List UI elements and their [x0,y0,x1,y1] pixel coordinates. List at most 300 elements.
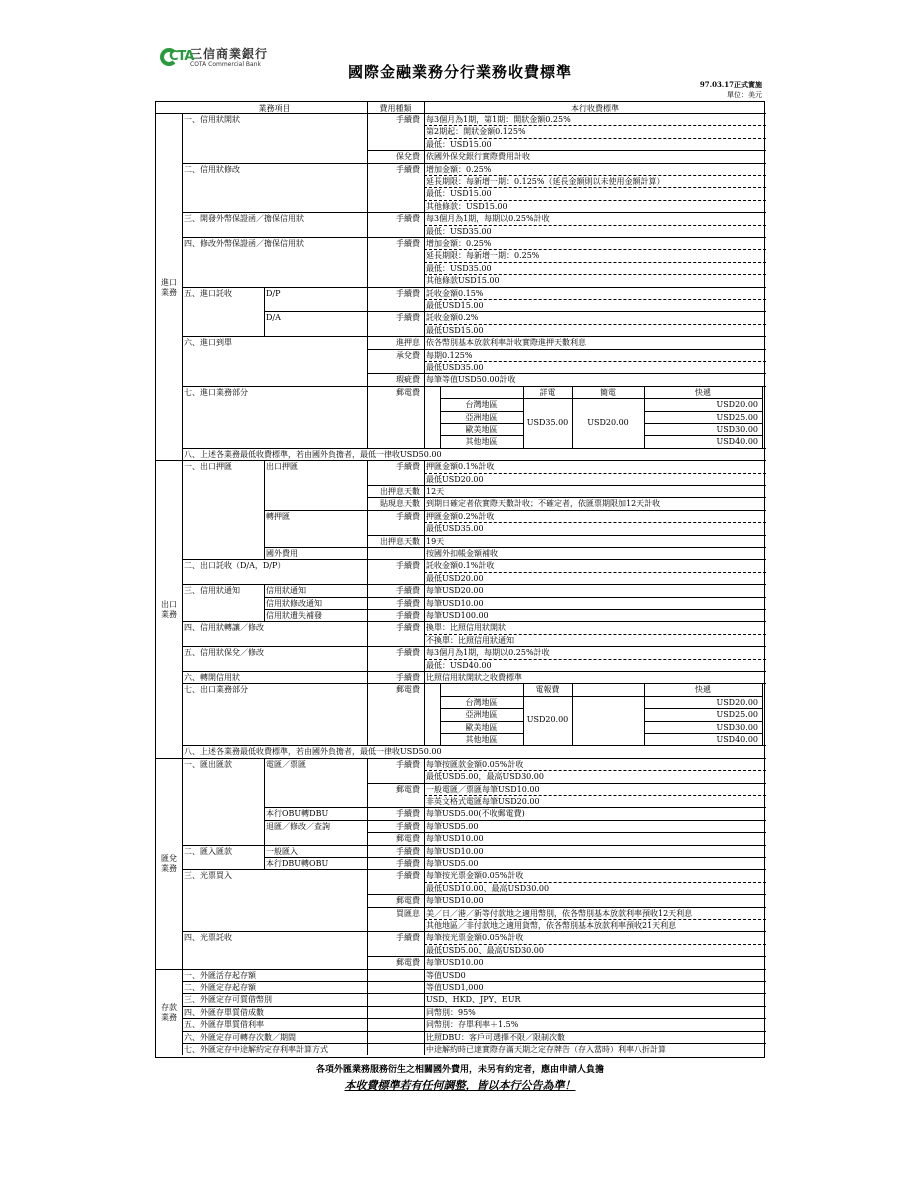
item-label: 二、出口託收（D/A，D/P） [184,561,286,571]
fee-rule [367,535,766,536]
col-rule [367,671,368,683]
item-label: 七、外匯定存中途解約定存利率計算方式 [184,1045,328,1054]
postal-fee: USD20.00 [526,715,569,725]
fee-type: 瑕疵費 [396,375,420,385]
col-rule [424,683,425,745]
fee-standard-line: 最低USD20.00 [426,573,484,583]
fee-standard-line: 等值USD1,000 [426,983,484,992]
fee-standard-line: 每筆USD10.00 [426,598,484,608]
col-rule [367,621,368,646]
sub-item-label: 電匯／票匯 [266,759,306,769]
col-rule [367,807,368,819]
fee-type: 手續費 [396,871,420,881]
col-rule [424,1043,425,1055]
sub-item-label: D/A [266,313,281,323]
fee-standard-line: 其他條款：USD15.00 [426,201,508,211]
item-label: 三、外匯定存可質借幣別 [184,995,272,1005]
col-rule [367,931,368,956]
col-rule [367,460,368,485]
dash-rule [424,200,766,201]
col-rule [367,646,368,671]
sub-col-rule [264,485,265,497]
postal-fee: USD20.00 [587,417,629,427]
col-rule [367,1018,368,1030]
item-label: 四、修改外幣保證函／擔保信用狀 [184,239,304,248]
fee-standard-line: 最低USD20.00 [426,474,484,484]
fee-standard-line: 每筆USD5.00 [426,859,479,868]
postal-rule [440,411,523,412]
fee-standard-line: 不換單：比照信用狀通知 [426,635,514,645]
col-rule [367,584,368,596]
col-rule [424,820,425,832]
fee-standard-line: 每3個月為1期，每期以0.25%計收 [426,214,550,224]
sub-col-rule [264,547,265,559]
fee-type: 郵電費 [396,896,420,906]
item-label: 四、信用狀轉讓／修改 [184,623,264,633]
item-label: 二、匯入匯款 [184,846,232,856]
fee-type: 出押息天數 [380,487,420,496]
fee-standard-line: 託收金額0.15% [426,288,484,298]
col-rule [367,857,368,869]
postal-head: 快遞 [695,387,711,397]
postal-region: 其他地區 [465,735,498,744]
item-label: 八、上述各業務最低收費標準，若由國外負擔者，最低一律收USD50.00 [184,747,442,757]
fee-standard-line: 每筆USD10.00 [426,846,484,856]
col-rule [367,969,368,981]
col-rule [424,671,425,683]
fee-standard-line: 延長期限：每新增一期：0.125%（延長金額則以未使用金額計算） [426,177,665,186]
fee-standard-line: 押匯金額0.2%計收 [426,511,495,521]
sub-col-rule [264,758,265,783]
col-rule [367,956,368,968]
sub-col-rule [264,832,265,844]
postal-express: USD30.00 [716,722,758,732]
col-rule [367,510,368,535]
postal-head: 詳電 [539,387,556,397]
item-label: 七、出口業務部分 [184,685,248,695]
section-label [156,278,182,298]
col-rule [367,547,368,559]
sub-rule [264,547,766,548]
dash-rule [424,882,766,883]
fee-rule [367,349,766,350]
item-label: 三、信用狀通知 [184,586,240,596]
sub-item-label: 轉押匯 [266,511,290,521]
col-rule [424,894,425,906]
item-label: 四、外匯存單質借成數 [184,1007,264,1017]
col-rule [424,832,425,844]
fee-type: 手續費 [396,511,420,521]
postal-rule [572,683,573,745]
col-rule [367,981,368,993]
col-rule [424,336,425,348]
fee-type: 手續費 [396,673,420,682]
fee-type: 手續費 [396,759,420,769]
item-label: 二、外匯定存起存額 [184,983,256,992]
postal-head: 電報費 [535,685,560,695]
fee-standard-line: 最低：USD35.00 [426,263,492,273]
fee-standard-line: 最低USD5.00，最高USD30.00 [426,772,544,782]
col-rule [367,1043,368,1055]
fee-standard-line: 最低USD5.00、最高USD30.00 [426,945,544,955]
sub-col-rule [264,597,265,609]
fee-type: 承兌費 [396,350,420,360]
sub-col-rule [264,311,265,336]
fee-standard-line: 比照信用狀開狀之收費標準 [426,673,522,682]
fee-standard-line: 延長期限：每新增一期：0.25% [426,251,540,261]
postal-express: USD20.00 [716,697,758,707]
col-rule [424,956,425,968]
item-rule [182,671,766,672]
dash-rule [424,919,766,920]
col-rule [424,807,425,819]
fee-type: 手續費 [396,598,420,608]
sub-rule [264,510,766,511]
fee-type: 手續費 [396,462,420,472]
postal-express: USD25.00 [716,710,758,720]
sub-col-rule [264,287,265,312]
fee-standard-line: 每期0.125% [426,350,473,360]
postal-rule [440,423,523,424]
col-rule [424,584,425,596]
sub-item-label: 退匯／修改／查詢 [266,821,330,831]
col-rule [367,559,368,584]
postal-rule [440,733,523,734]
col-rule [424,1031,425,1043]
col-rule [367,845,368,857]
postal-rule [644,423,762,424]
postal-head: 簡電 [600,387,616,397]
fee-standard-line: 最低：USD40.00 [426,660,492,670]
col-rule [367,820,368,832]
col-rule [424,1018,425,1030]
fee-standard-line: 其他地區／非付款地之適用貨幣，依各幣別基本放款利率預收21天利息 [426,921,677,930]
item-rule [182,1031,766,1032]
item-label: 五、外匯存單質借利率 [184,1020,264,1030]
sub-rule [264,311,766,312]
section-label-bottom: 業務 [161,287,177,297]
col-rule [367,212,368,237]
section-col-rule [182,460,183,758]
col-rule [367,287,368,312]
item-label: 六、轉開信用狀 [184,673,240,682]
fee-standard-line: 押匯金額0.1%計收 [426,462,495,472]
sub-item-label: 本行OBU轉DBU [266,809,329,819]
bank-logo-mark: CTA [160,47,186,69]
section-col-rule [182,969,183,1056]
col-rule [367,758,368,783]
col-rule [367,535,368,547]
section-label [156,600,182,620]
col-rule [424,969,425,981]
fee-standard-line: 每筆按光票金額0.05%計收 [426,933,524,943]
postal-rule [523,386,524,448]
fee-standard-line: 同幣別：存單利率＋1.5% [426,1020,519,1030]
col-rule [424,150,425,162]
sub-item-label: 一般匯入 [266,846,298,856]
fee-type: 手續費 [396,288,420,298]
section-label [156,1003,182,1023]
fee-standard-line: 最低USD15.00 [426,325,484,335]
fee-type: 手續費 [396,821,420,831]
postal-rule [644,411,762,412]
fee-standard-line: 19天 [426,536,445,546]
item-rule [182,683,766,684]
fee-standard-line: 每3個月為1期，第1期：開狀金額0.25% [426,115,571,124]
item-label: 六、外匯定存可轉存次數／期間 [184,1032,296,1042]
item-label: 一、匯出匯款 [184,759,232,769]
postal-rule [644,733,762,734]
fee-standard-line: 最低：USD35.00 [426,226,492,236]
sub-col-rule [264,807,265,819]
item-label: 八、上述各業務最低收費標準，若由國外負擔者，最低一律收USD50.00 [184,449,442,459]
bank-name-en: COTA Commercial Bank [190,61,261,68]
fee-standard-line: 每筆USD10.00 [426,958,484,968]
sub-col-rule [264,510,265,535]
col-rule [367,1006,368,1018]
section-label-top: 出口 [161,600,177,609]
fee-standard-line: 每筆按匯款金額0.05%計收 [426,759,524,769]
item-label: 六、進口到單 [184,338,232,348]
fee-standard-line: 同幣別：95% [426,1007,476,1017]
fee-type: 手續費 [396,561,420,571]
fee-type: 手續費 [396,611,420,620]
section-rule [156,969,766,970]
postal-express: USD40.00 [716,735,758,744]
fee-type: 出押息天數 [380,536,420,546]
col-rule [424,485,425,497]
fee-standard-line: 依各幣別基本放款利率計收實際進押天數利息 [426,338,586,348]
section-label-bottom: 業務 [161,610,177,619]
fee-standard-line: 託收金額0.1%計收 [426,561,495,571]
postal-rule [762,386,763,448]
item-label: 一、信用狀開狀 [184,115,240,124]
fee-standard-line: 12天 [426,487,445,496]
postal-fee: USD35.00 [526,417,569,427]
col-rule [367,349,368,374]
postal-head: 快遞 [695,685,711,695]
postal-region: 亞洲地區 [465,710,498,720]
postal-region: 台灣地區 [465,697,498,707]
fee-type: 手續費 [396,313,420,323]
sub-col-rule [264,820,265,832]
fee-schedule-table [155,101,765,1058]
col-rule [424,609,425,621]
col-rule [367,1031,368,1043]
fee-type: 郵電費 [396,685,420,695]
postal-region: 歐美地區 [465,722,498,732]
sub-item-label: 國外費用 [266,549,298,558]
fee-type: 保兌費 [396,152,420,162]
postal-rule [440,696,762,697]
fee-standard-line: 一般電匯／票匯每筆USD10.00 [426,784,540,794]
col-rule [424,993,425,1005]
col-rule [424,386,425,448]
fee-standard-line: 每筆USD5.00 [426,821,479,831]
dash-rule [424,473,766,474]
col-rule [367,386,368,448]
col-rule [367,497,368,509]
dash-rule [424,324,766,325]
col-rule [424,1006,425,1018]
postal-region: 歐美地區 [465,425,498,434]
fee-type: 郵電費 [396,834,420,844]
sub-col-rule [264,857,265,869]
fee-standard-line: 其他條款USD15.00 [426,276,500,286]
col-rule [367,609,368,621]
fee-standard-line: 最低：USD15.00 [426,189,492,199]
postal-express: USD20.00 [716,400,758,410]
fee-type: 手續費 [396,859,420,868]
fee-standard-line: 最低USD35.00 [426,363,484,372]
item-rule [182,163,766,164]
fee-type: 手續費 [396,239,420,248]
fee-type: 買匯息 [396,908,420,918]
item-rule [182,448,766,449]
item-rule [182,845,766,846]
col-rule [424,547,425,559]
item-label: 一、出口押匯 [184,462,232,472]
col-rule [367,907,368,932]
item-label: 三、光票買入 [184,871,232,881]
postal-rule [644,721,762,722]
postal-rule [523,683,524,745]
dash-rule [424,361,766,362]
col-rule [367,113,368,150]
dash-rule [424,659,766,660]
sub-rule [264,609,766,610]
footer-note: 各項外匯業務服務衍生之相關國外費用，未另有約定者，應由申請人負擔 [315,1065,604,1075]
postal-region: 亞洲地區 [465,412,498,422]
postal-express: USD30.00 [716,425,758,434]
col-rule [367,597,368,609]
fee-rule [367,485,766,486]
item-label: 一、外匯活存起存額 [184,970,256,980]
item-rule [182,287,766,288]
item-rule [182,981,766,982]
col-rule [367,783,368,808]
bank-name-cn: 三信商業銀行 [190,47,269,61]
col-rule [367,237,368,287]
footer-notice: 本收費標準若有任何調整，皆以本行公告為準！ [344,1079,576,1092]
page-title: 國際金融業務分行業務收費標準 [347,63,572,81]
col-rule [367,832,368,844]
header-fee-type: 費用種類 [379,104,412,113]
fee-type: 郵電費 [396,387,420,397]
fee-standard-line: 增加金額：0.25% [426,164,492,174]
header-item: 業務項目 [258,104,291,113]
col-rule [367,993,368,1005]
col-rule [424,113,425,150]
section-rule [156,758,766,759]
fee-standard-line: 增加金額：0.25% [426,239,492,248]
col-rule [367,683,368,745]
item-label: 三、開發外幣保證函／擔保信用狀 [184,214,304,224]
fee-type: 手續費 [396,164,420,174]
sub-item-label: D/P [266,288,281,298]
item-label: 五、信用狀保兌／修改 [184,648,264,658]
item-rule [182,237,766,238]
dash-rule [424,634,766,635]
col-rule [367,311,368,336]
fee-standard-line: 美／日／港／新等付款地之適用幣別，依各幣別基本放款利率預收12天利息 [426,908,693,918]
postal-express: USD25.00 [716,412,758,422]
col-rule [424,373,425,385]
postal-region: 其他地區 [465,437,498,447]
currency-unit: 單位：美元 [727,91,762,99]
col-rule [424,497,425,509]
fee-type: 郵電費 [396,958,420,968]
fee-type: 手續費 [396,846,420,856]
col-rule [367,373,368,385]
dash-rule [424,175,766,176]
section-label [156,854,182,874]
item-label: 二、信用狀修改 [184,164,240,174]
fee-standard-line: 依國外保兌銀行實際費用計收 [426,152,530,162]
sub-item-label: 出口押匯 [266,462,298,472]
fee-type: 手續費 [396,933,420,943]
fee-standard-line: 每筆USD10.00 [426,896,484,906]
sub-item-label: 信用狀通知 [266,586,306,596]
postal-rule [762,683,763,745]
col-rule [424,535,425,547]
col-rule [367,150,368,162]
fee-type: 手續費 [396,115,420,124]
sub-item-label: 信用狀修改通知 [266,598,322,608]
fee-rule [367,907,766,908]
fee-standard-line: 每筆按光票金額0.05%計收 [426,871,524,881]
effective-date: 97.03.17正式實施 [699,80,762,89]
fee-type: 貼現息天數 [380,499,420,509]
col-rule [424,857,425,869]
sub-rule [264,597,766,598]
header-standard: 本行收費標準 [571,104,619,113]
dash-rule [424,299,766,300]
section-label-bottom: 業務 [161,864,177,874]
fee-standard-line: 非英文格式電匯每筆USD20.00 [426,797,540,806]
dash-rule [424,138,766,139]
sub-col-rule [264,460,265,485]
fee-standard-line: 中途解約時已達實際存滿天期之定存牌告（存入當時）利率八折計算 [426,1045,666,1054]
fee-standard-line: 比照DBU：客戶可選擇不限／限制次數 [426,1032,566,1042]
item-label: 四、光票託收 [184,933,232,943]
postal-rule [440,721,523,722]
sub-rule [264,857,766,858]
item-rule [182,1043,766,1044]
fee-type: 手續費 [396,586,420,596]
fee-standard-line: 每筆USD20.00 [426,586,484,596]
section-label-top: 存款 [161,1003,177,1012]
dash-rule [424,522,766,523]
fee-standard-line: 按國外扣帳金額補收 [426,549,498,558]
col-rule [367,336,368,348]
section-col-rule [182,113,183,460]
postal-express: USD40.00 [716,437,758,447]
fee-standard-line: 每3個月為1期，每期以0.25%計收 [426,648,550,658]
fee-standard-line: 換單：比照信用狀開狀 [426,623,506,633]
fee-standard-line: 第2期起：開狀金額0.125% [426,127,526,137]
fee-standard-line: 最低USD15.00 [426,301,484,310]
fee-standard-line: 到期日確定者依實際天數計收；不確定者，依匯票期限加12天計收 [426,499,661,509]
sub-col-rule [264,584,265,596]
postal-rule [644,435,762,436]
col-rule [367,163,368,213]
fee-standard-line: 託收金額0.2% [426,313,479,323]
sub-item-label: 本行DBU轉OBU [266,859,329,868]
section-col-rule [182,758,183,969]
section-label-top: 匯兌 [161,854,177,864]
dash-rule [424,187,766,188]
